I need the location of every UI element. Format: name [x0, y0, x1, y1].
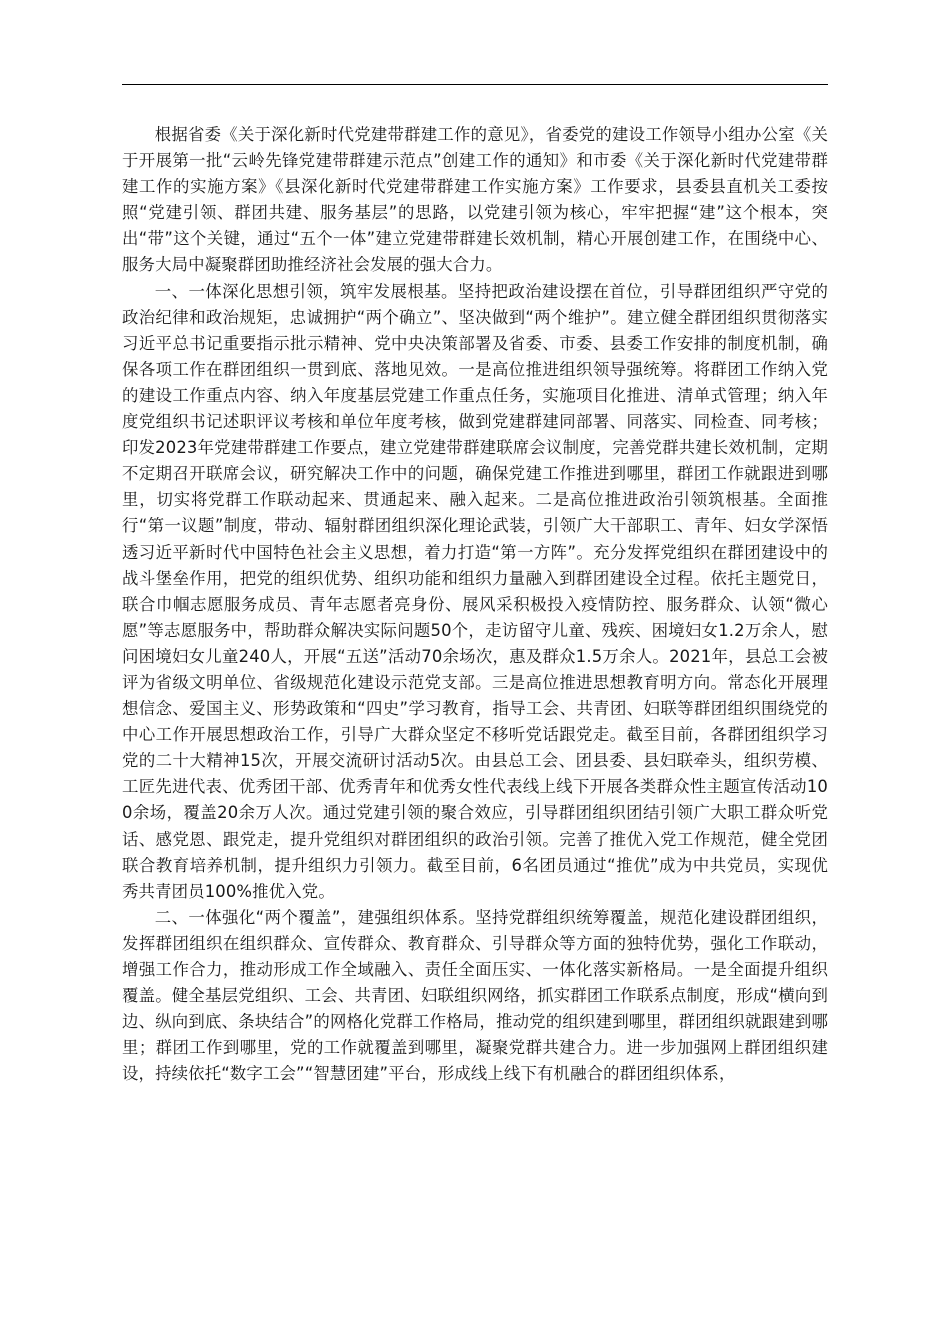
document-body	[122, 122, 828, 1087]
paragraph-section-two: 二、一体强化“两个覆盖”，建强组织体系。坚持党群组织统筹覆盖，规范化建设群团组织，发挥群团组织在组织群众、宣传群众、教育群众、引导群众等方面的独特优势，强化工作联动，增强工作合力，推动形成工作全域融入、责任全面压实、一体化落实新格局。一是全面提升组织覆盖。健全基层党组织、工会、共青团、妇联组织网络，抓实群团工作联系点制度，形成“横向到边、纵向到底、条块结合”的网格化党群工作格局，推动党的组织建到哪里，群团组织就跟建到哪里；群团工作到哪里，党的工作就覆盖到哪里，凝聚党群共建合力。进一步加强网上群团组织建设，持续依托“数字工会”“智慧团建”平台，形成线上线下有机融合的群团组织体系，	[122, 907, 828, 1084]
paragraph-section-one: 一、一体深化思想引领，筑牢发展根基。坚持把政治建设摆在首位，引导群团组织严守党的政治纪律和政治规矩，忠诚拥护“两个确立”、坚决做到“两个维护”。建立健全群团组织贯彻落实习近平总书记重要指示批示精神、党中央决策部署及省委、市委、县委工作安排的制度机制，确保各项工作在群团组织一贯到底、落地见效。一是高位推进组织领导强统筹。将群团工作纳入党的建设工作重点内容、纳入年度基层党建工作重点任务，实施项目化推进、清单式管理；纳入年度党组织书记述职评议考核和单位年度考核，做到党建群建同部署、同落实、同检查、同考核；印发2023年党建带群建工作要点，建立党建带群建联席会议制度，完善党群共建长效机制，定期不定期召开联席会议，研究解决工作中的问题，确保党建工作推进到哪里，群团工作就跟进到哪里，切实将党群工作联动起来、贯通起来、融入起来。二是高位推进政治引领筑根基。全面推行“第一议题”制度，带动、辐射群团组织深化理论武装，引领广大干部职工、青年、妇女学深悟透习近平新时代中国特色社会主义思想，着力打造“第一方阵”。充分发挥党组织在群团建设中的战斗堡垒作用，把党的组织优势、组织功能和组织力量融入到群团建设全过程。依托主题党日，联合巾帼志愿服务成员、青年志愿者亮身份、展风采积极投入疫情防控、服务群众、认领“微心愿”等志愿服务中，帮助群众解决实际问题50个，走访留守儿童、残疾、困境妇女1.2万余人，慰问困境妇女儿童240人，开展“五送”活动70余场次，惠及群众1.5万余人。2021年，县总工会被评为省级文明单位、省级规范化建设示范党支部。三是高位推进思想教育明方向。常态化开展理想信念、爱国主义、形势政策和“四史”学习教育，指导工会、共青团、妇联等群团组织围绕党的中心工作开展思想政治工作，引导广大群众坚定不移听党话跟党走。截至目前，各群团组织学习党的二十大精神15次，开展交流研讨活动5次。由县总工会、团县委、县妇联牵头，组织劳模、工匠先进代表、优秀团干部、优秀青年和优秀女性代表线上线下开展各类群众性主题宣传活动100余场，覆盖20余万人次。通过党建引领的聚合效应，引导群团组织团结引领广大职工群众听党话、感党恩、跟党走，提升党组织对群团组织的政治引领。完善了推优入党工作规范，健全党团联合教育培养机制，提升组织力引领力。截至目前，6名团员通过“推优”成为中共党员，实现优秀共青团员100%推优入党。	[122, 281, 828, 901]
paragraph-intro: 根据省委《关于深化新时代党建带群建工作的意见》，省委党的建设工作领导小组办公室《关于开展第一批“云岭先锋党建带群建示范点”创建工作的通知》和市委《关于深化新时代党建带群建工作的实施方案》《县深化新时代党建带群建工作实施方案》工作要求，县委县直机关工委按照“党建引领、群团共建、服务基层”的思路，以党建引领为核心，牢牢把握“建”这个根本，突出“带”这个关键，通过“五个一体”建立党建带群建长效机制，精心开展创建工作，在围绕中心、服务大局中凝聚群团助推经济社会发展的强大合力。	[122, 125, 828, 275]
header-rule	[122, 84, 828, 85]
